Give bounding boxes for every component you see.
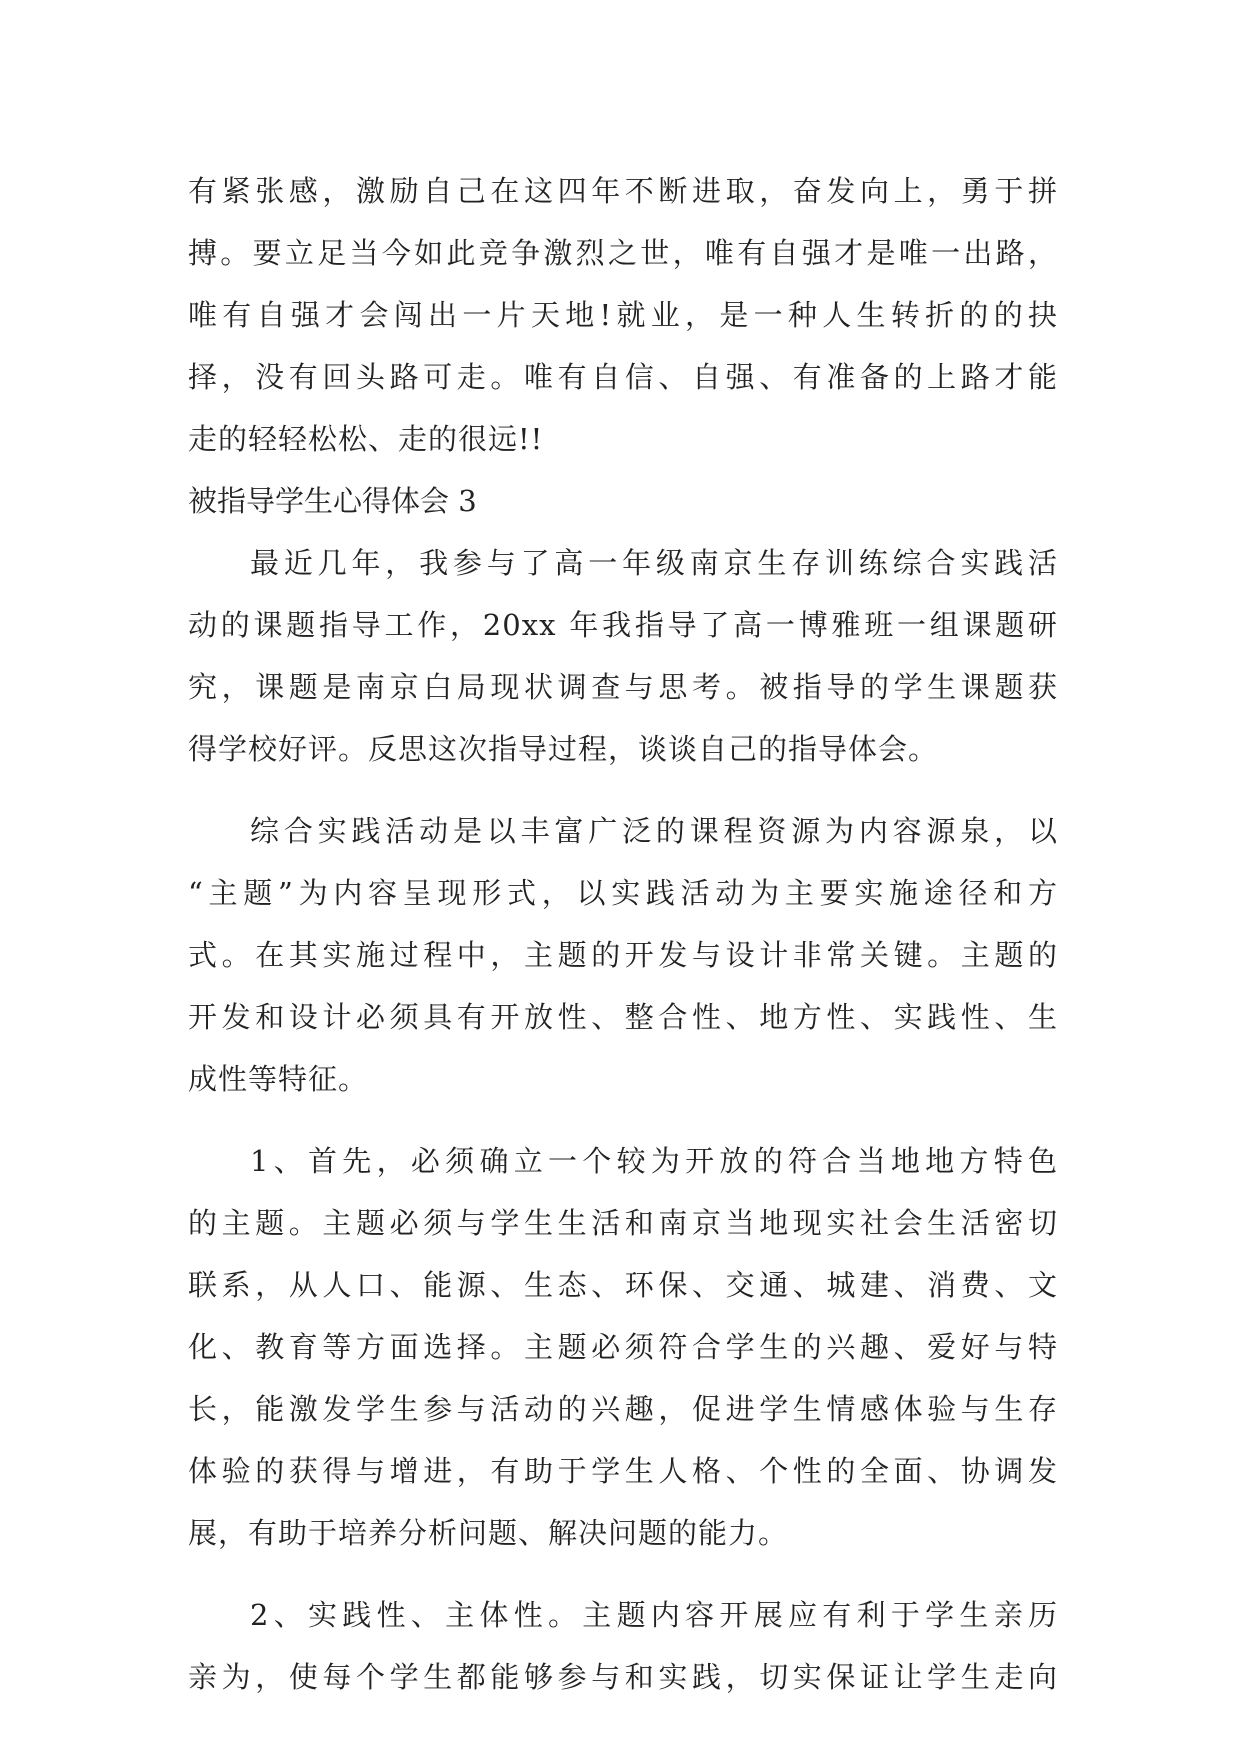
section-heading: 被指导学生心得体会 3 bbox=[188, 484, 477, 518]
text-line: 亲为，使每个学生都能够参与和实践，切实保证让学生走向 bbox=[188, 1660, 1058, 1694]
paragraph-1 bbox=[188, 532, 1058, 780]
text-line: 1、首先，必须确立一个较为开放的符合当地地方特色 bbox=[250, 1144, 1058, 1178]
text-line: 择，没有回头路可走。唯有自信、自强、有准备的上路才能 bbox=[188, 360, 1058, 394]
text-line: 唯有自强才会闯出一片天地!就业，是一种人生转折的的抉 bbox=[188, 298, 1058, 332]
text-line: 的主题。主题必须与学生生活和南京当地现实社会生活密切 bbox=[188, 1206, 1058, 1240]
text-line: 体验的获得与增进，有助于学生人格、个性的全面、协调发 bbox=[188, 1454, 1058, 1488]
text-line: 得学校好评。反思这次指导过程，谈谈自己的指导体会。 bbox=[188, 732, 939, 766]
text-line: 动的课题指导工作，20xx 年我指导了高一博雅班一组课题研 bbox=[188, 608, 1058, 642]
text-line: 搏。要立足当今如此竞争激烈之世，唯有自强才是唯一出路， bbox=[188, 236, 1058, 270]
text-line: 开发和设计必须具有开放性、整合性、地方性、实践性、生 bbox=[188, 1000, 1058, 1034]
text-line: 长，能激发学生参与活动的兴趣，促进学生情感体验与生存 bbox=[188, 1392, 1058, 1426]
paragraph-top bbox=[188, 160, 1058, 470]
text-line: 综合实践活动是以丰富广泛的课程资源为内容源泉，以 bbox=[250, 814, 1058, 848]
text-line: 化、教育等方面选择。主题必须符合学生的兴趣、爱好与特 bbox=[188, 1330, 1058, 1364]
paragraph-gap bbox=[188, 1564, 1058, 1584]
text-line: 究，课题是南京白局现状调查与思考。被指导的学生课题获 bbox=[188, 670, 1058, 704]
text-line: 2、实践性、主体性。主题内容开展应有利于学生亲历 bbox=[250, 1598, 1058, 1632]
paragraph-2 bbox=[188, 800, 1058, 1110]
text-line: 走的轻轻松松、走的很远!! bbox=[188, 422, 544, 456]
text-line: 联系，从人口、能源、生态、环保、交通、城建、消费、文 bbox=[188, 1268, 1058, 1302]
paragraph-gap bbox=[188, 1110, 1058, 1130]
text-line: 成性等特征。 bbox=[188, 1062, 369, 1096]
text-line: 展，有助于培养分析问题、解决问题的能力。 bbox=[188, 1516, 789, 1550]
text-line: “主题”为内容呈现形式，以实践活动为主要实施途径和方 bbox=[188, 876, 1058, 910]
text-line: 式。在其实施过程中，主题的开发与设计非常关键。主题的 bbox=[188, 938, 1058, 972]
text-line: 最近几年，我参与了高一年级南京生存训练综合实践活 bbox=[250, 546, 1058, 580]
paragraph-4 bbox=[188, 1584, 1058, 1708]
paragraph-3 bbox=[188, 1130, 1058, 1564]
paragraph-gap bbox=[188, 780, 1058, 800]
document-page bbox=[188, 160, 1058, 1708]
text-line: 有紧张感，激励自己在这四年不断进取，奋发向上，勇于拼 bbox=[188, 174, 1058, 208]
